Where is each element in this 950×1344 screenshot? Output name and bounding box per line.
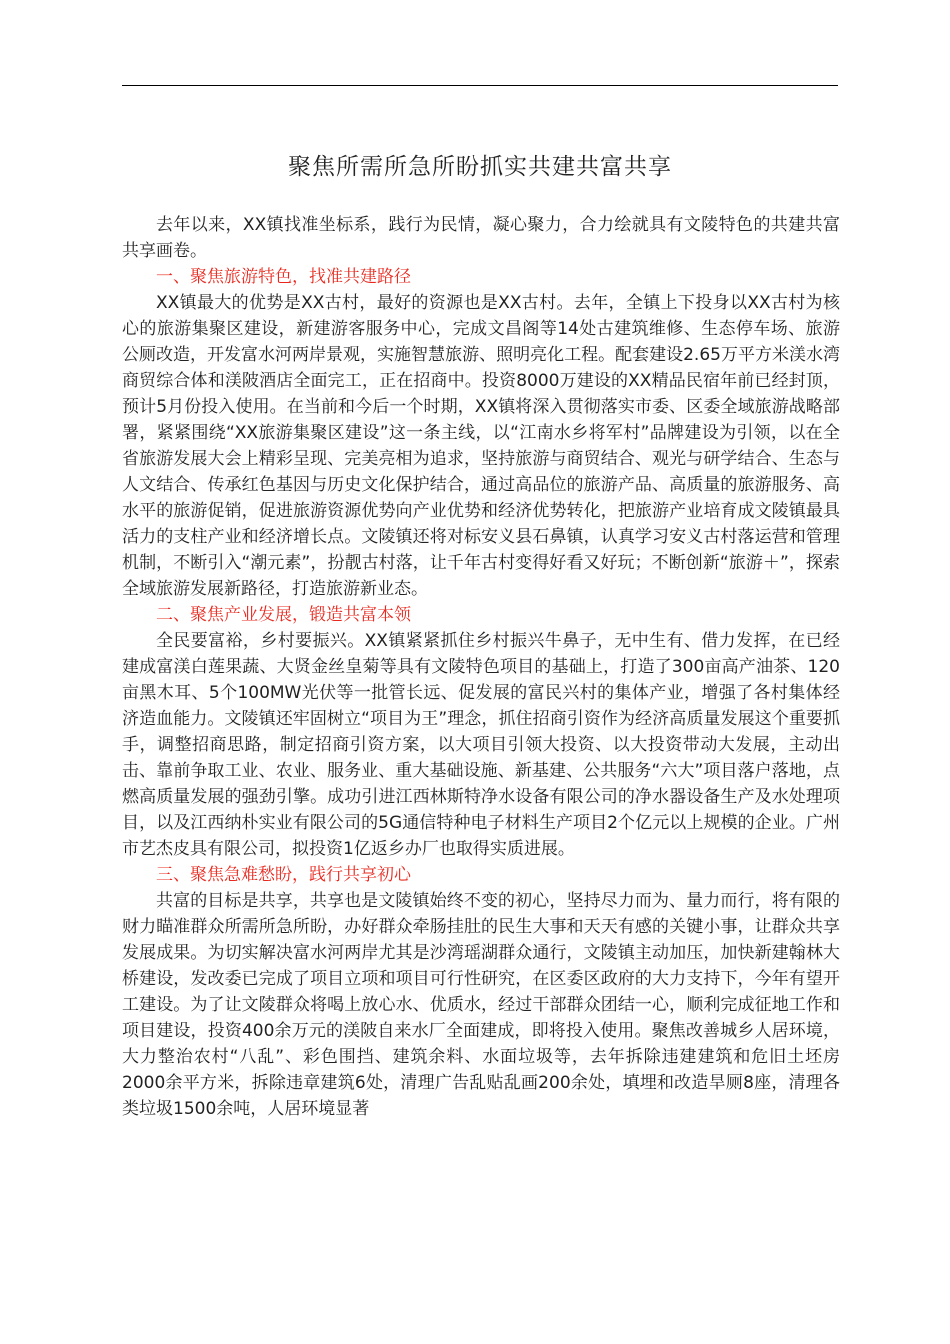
section-body-livelihood: 共富的目标是共享，共享也是文陵镇始终不变的初心，坚持尽力而为、量力而行，将有限的财力瞄准群众所需所急所盼，办好群众牵肠挂肚的民生大事和天天有感的关键小事，让群众共享发展成果。为切实解决富水河两岸尤其是沙湾瑶湖群众通行，文陵镇主动加压，加快新建翰林大桥建设，发改委已完成了项目立项和项目可行性研究，在区委区政府的大力支持下，今年有望开工建设。为了让文陵群众将喝上放心水、优质水，经过干部群众团结一心，顺利完成征地工作和项目建设，投资400余万元的渼陂自来水厂全面建成，即将投入使用。聚焦改善城乡人居环境，大力整治农村“八乱”、彩色围挡、建筑余料、水面垃圾等，去年拆除违建建筑和危旧土坯房2000余平方米，拆除违章建筑6处，清理广告乱贴乱画200余处，填埋和改造旱厕8座，清理各类垃圾1500余吨，人居环境显著 (122, 891, 840, 1119)
document-body (122, 212, 840, 1122)
intro-paragraph: 去年以来，XX镇找准坐标系，践行为民情，凝心聚力，合力绘就具有文陵特色的共建共富共享画卷。 (122, 215, 840, 261)
section-heading-livelihood: 三、聚焦急难愁盼，践行共享初心 (156, 865, 411, 885)
section-heading-tourism: 一、聚焦旅游特色，找准共建路径 (156, 267, 411, 287)
section-body-industry: 全民要富裕，乡村要振兴。XX镇紧紧抓住乡村振兴牛鼻子，无中生有、借力发挥，在已经建成富渼白莲果蔬、大贤金丝皇菊等具有文陵特色项目的基础上，打造了300亩高产油茶、120亩黑木耳、5个100MW光伏等一批管长远、促发展的富民兴村的集体产业，增强了各村集体经济造血能力。文陵镇还牢固树立“项目为王”理念，抓住招商引资作为经济高质量发展这个重要抓手，调整招商思路，制定招商引资方案，以大项目引领大投资、以大投资带动大发展，主动出击、靠前争取工业、农业、服务业、重大基础设施、新基建、公共服务“六大”项目落户落地，点燃高质量发展的强劲引擎。成功引进江西林斯特净水设备有限公司的净水器设备生产及水处理项目，以及江西纳朴实业有限公司的5G通信特种电子材料生产项目2个亿元以上规模的企业。广州市艺杰皮具有限公司，拟投资1亿返乡办厂也取得实质进展。 (122, 631, 840, 859)
section-heading-industry: 二、聚焦产业发展，锻造共富本领 (156, 605, 411, 625)
document-title: 聚焦所需所急所盼抓实共建共富共享 (288, 154, 672, 180)
header-rule (122, 85, 838, 86)
section-body-tourism: XX镇最大的优势是XX古村，最好的资源也是XX古村。去年，全镇上下投身以XX古村为核心的旅游集聚区建设，新建游客服务中心，完成文昌阁等14处古建筑维修、生态停车场、旅游公厕改造，开发富水河两岸景观，实施智慧旅游、照明亮化工程。配套建设2.65万平方米渼水湾商贸综合体和渼陂酒店全面完工，正在招商中。投资8000万建设的XX精品民宿年前已经封顶，预计5月份投入使用。在当前和今后一个时期，XX镇将深入贯彻落实市委、区委全域旅游战略部署，紧紧围绕“XX旅游集聚区建设”这一条主线，以“江南水乡将军村”品牌建设为引领，以在全省旅游发展大会上精彩呈现、完美亮相为追求，坚持旅游与商贸结合、观光与研学结合、生态与人文结合、传承红色基因与历史文化保护结合，通过高品位的旅游产品、高质量的旅游服务、高水平的旅游促销，促进旅游资源优势向产业优势和经济优势转化，把旅游产业培育成文陵镇最具活力的支柱产业和经济增长点。文陵镇还将对标安义县石鼻镇，认真学习安义古村落运营和管理机制，不断引入“潮元素”，扮靓古村落，让千年古村变得好看又好玩；不断创新“旅游＋”，探索全域旅游发展新路径，打造旅游新业态。 (122, 293, 840, 599)
